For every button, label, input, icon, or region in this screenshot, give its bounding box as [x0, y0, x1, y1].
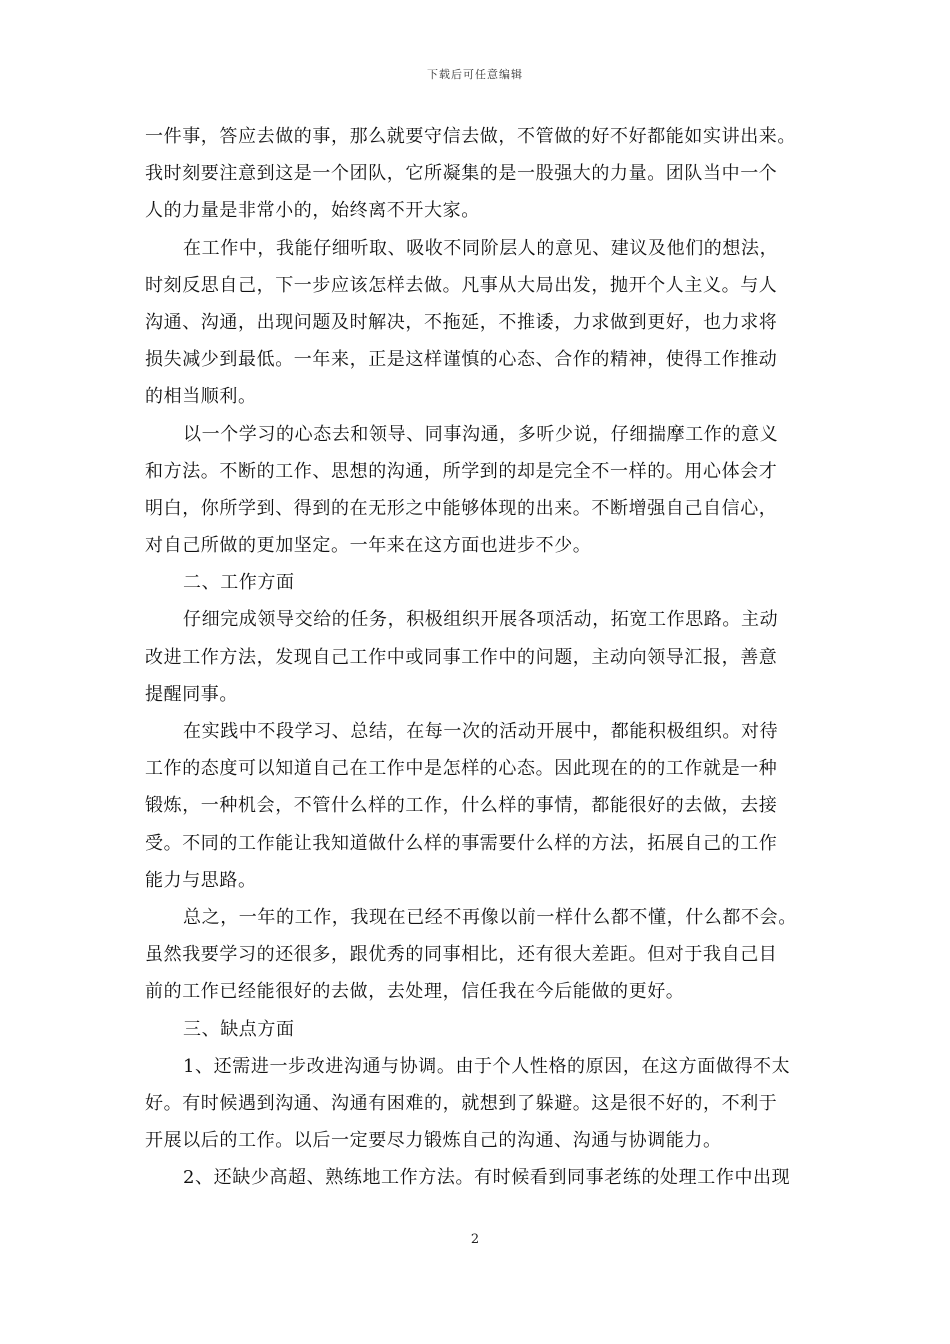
- page-number: 2: [470, 1232, 480, 1247]
- text-line: 2、还缺少高超、熟练地工作方法。有时候看到同事老练的处理工作中出现: [183, 1167, 791, 1189]
- text-line: 对自己所做的更加坚定。一年来在这方面也进步不少。: [145, 535, 592, 557]
- page-header: 下载后可任意编辑: [427, 68, 523, 81]
- text-line: 的相当顺利。: [145, 386, 257, 408]
- text-line: 仔细完成领导交给的任务，积极组织开展各项活动，拓宽工作思路。主动: [183, 609, 779, 631]
- section-heading: 二、工作方面: [183, 572, 295, 594]
- text-line: 提醒同事。: [145, 683, 238, 705]
- text-line: 虽然我要学习的还很多，跟优秀的同事相比，还有很大差距。但对于我自己目: [145, 944, 778, 966]
- text-line: 好。有时候遇到沟通、沟通有困难的，就想到了躲避。这是很不好的，不利于: [145, 1092, 778, 1114]
- text-line: 工作的态度可以知道自己在工作中是怎样的心态。因此现在的的工作就是一种: [145, 758, 778, 780]
- text-line: 明白，你所学到、得到的在无形之中能够体现的出来。不断增强自己自信心，: [145, 497, 778, 519]
- text-line: 受。不同的工作能让我知道做什么样的事需要什么样的方法，拓展自己的工作: [145, 832, 778, 854]
- section-heading: 三、缺点方面: [183, 1018, 295, 1040]
- text-line: 沟通、沟通，出现问题及时解决，不拖延，不推诿，力求做到更好，也力求将: [145, 311, 778, 333]
- text-line: 和方法。不断的工作、思想的沟通，所学到的却是完全不一样的。用心体会才: [145, 460, 778, 482]
- text-line: 以一个学习的心态去和领导、同事沟通，多听少说，仔细揣摩工作的意义: [183, 423, 779, 445]
- text-line: 我时刻要注意到这是一个团队，它所凝集的是一股强大的力量。团队当中一个: [145, 163, 778, 185]
- text-line: 在工作中，我能仔细听取、吸收不同阶层人的意见、建议及他们的想法，: [183, 237, 779, 259]
- text-line: 一件事，答应去做的事，那么就要守信去做，不管做的好不好都能如实讲出来。: [145, 126, 796, 147]
- text-line: 开展以后的工作。以后一定要尽力锻炼自己的沟通、沟通与协调能力。: [145, 1130, 722, 1152]
- text-line: 能力与思路。: [145, 869, 257, 891]
- document-body: [145, 118, 813, 1196]
- text-line: 总之，一年的工作，我现在已经不再像以前一样什么都不懂，什么都不会。: [183, 906, 797, 928]
- text-line: 时刻反思自己，下一步应该怎样去做。凡事从大局出发，抛开个人主义。与人: [145, 274, 778, 296]
- text-line: 1、还需进一步改进沟通与协调。由于个人性格的原因，在这方面做得不太: [183, 1055, 791, 1077]
- text-line: 前的工作已经能很好的去做，去处理，信任我在今后能做的更好。: [145, 981, 685, 1003]
- text-line: 锻炼，一种机会，不管什么样的工作，什么样的事情，都能很好的去做，去接: [145, 795, 778, 817]
- text-line: 在实践中不段学习、总结，在每一次的活动开展中，都能积极组织。对待: [183, 721, 779, 742]
- text-line: 损失减少到最低。一年来，正是这样谨慎的心态、合作的精神，使得工作推动: [145, 349, 778, 371]
- text-line: 改进工作方法，发现自己工作中或同事工作中的问题，主动向领导汇报，善意: [145, 646, 778, 668]
- text-line: 人的力量是非常小的，始终离不开大家。: [145, 200, 480, 222]
